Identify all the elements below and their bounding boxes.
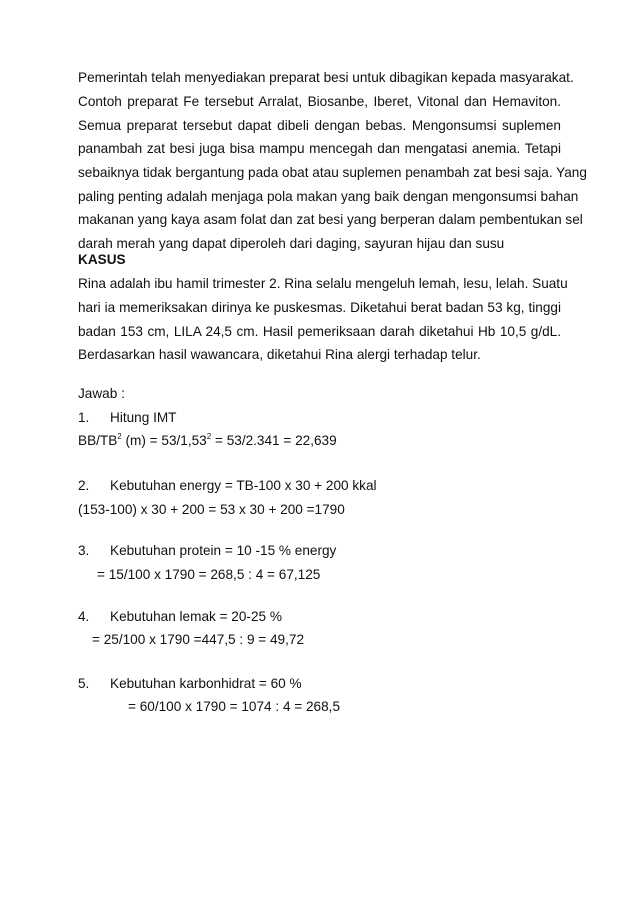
energy-calc: (153-100) x 30 + 200 = 53 x 30 + 200 =1790 <box>78 502 345 517</box>
intro-line: darah merah yang dapat diperoleh dari daging, sayuran hijau dan susu <box>78 236 505 251</box>
lemak-calc: = 25/100 x 1790 =447,5 : 9 = 49,72 <box>92 632 305 647</box>
item-number: 5. <box>78 676 90 691</box>
imt-superscript: 2 <box>117 432 122 441</box>
item-label-protein: Kebutuhan protein = 10 -15 % energy <box>110 543 337 558</box>
kasus-heading: KASUS <box>78 252 126 267</box>
jawab-label: Jawab : <box>78 386 125 401</box>
item-number: 3. <box>78 543 90 558</box>
item-number: 1. <box>78 410 90 425</box>
item-label-imt: Hitung IMT <box>110 410 177 425</box>
kasus-line: badan 153 cm, LILA 24,5 cm. Hasil pemeriksaan darah diketahui Hb 10,5 g/dL. <box>78 324 561 339</box>
intro-line: Pemerintah telah menyediakan preparat besi untuk dibagikan kepada masyarakat. <box>78 70 574 85</box>
item-number: 4. <box>78 609 90 624</box>
intro-paragraph <box>78 68 587 251</box>
intro-line: panambah zat besi juga bisa mampu mencegah dan mengatasi anemia. Tetapi <box>78 141 561 156</box>
imt-superscript: 2 <box>206 432 212 441</box>
intro-line: makanan yang kaya asam folat dan zat besi yang berperan dalam pembentukan sel <box>78 212 583 227</box>
intro-line: Semua preparat tersebut dapat dibeli dengan bebas. Mengonsumsi suplemen <box>78 118 561 133</box>
intro-line: sebaiknya tidak bergantung pada obat atau suplemen penambah zat besi saja. Yang <box>78 165 587 180</box>
item-label-karbo: Kebutuhan karbonhidrat = 60 % <box>110 676 302 691</box>
kasus-line: hari ia memeriksakan dirinya ke puskesmas. Diketahui berat badan 53 kg, tinggi <box>78 300 561 315</box>
imt-formula-part: = 53/2.341 = 22,639 <box>211 433 337 448</box>
intro-line: Contoh preparat Fe tersebut Arralat, Biosanbe, Iberet, Vitonal dan Hemaviton. <box>78 94 561 109</box>
imt-formula-part: (m) = 53/1,53 <box>121 433 207 448</box>
imt-formula-part: BB/TB <box>78 433 118 448</box>
kasus-paragraph <box>78 274 568 364</box>
imt-formula <box>78 431 337 451</box>
protein-calc: = 15/100 x 1790 = 268,5 : 4 = 67,125 <box>97 567 321 582</box>
kasus-line: Rina adalah ibu hamil trimester 2. Rina selalu mengeluh lemah, lesu, lelah. Suatu <box>78 276 568 291</box>
karbo-calc: = 60/100 x 1790 = 1074 : 4 = 268,5 <box>128 699 341 714</box>
item-label-lemak: Kebutuhan lemak = 20-25 % <box>110 609 282 624</box>
intro-line: paling penting adalah menjaga pola makan yang baik dengan mengonsumsi bahan <box>78 189 579 204</box>
item-label-energy: Kebutuhan energy = TB-100 x 30 + 200 kkal <box>110 478 377 493</box>
item-number: 2. <box>78 478 90 493</box>
kasus-line: Berdasarkan hasil wawancara, diketahui Rina alergi terhadap telur. <box>78 347 481 362</box>
